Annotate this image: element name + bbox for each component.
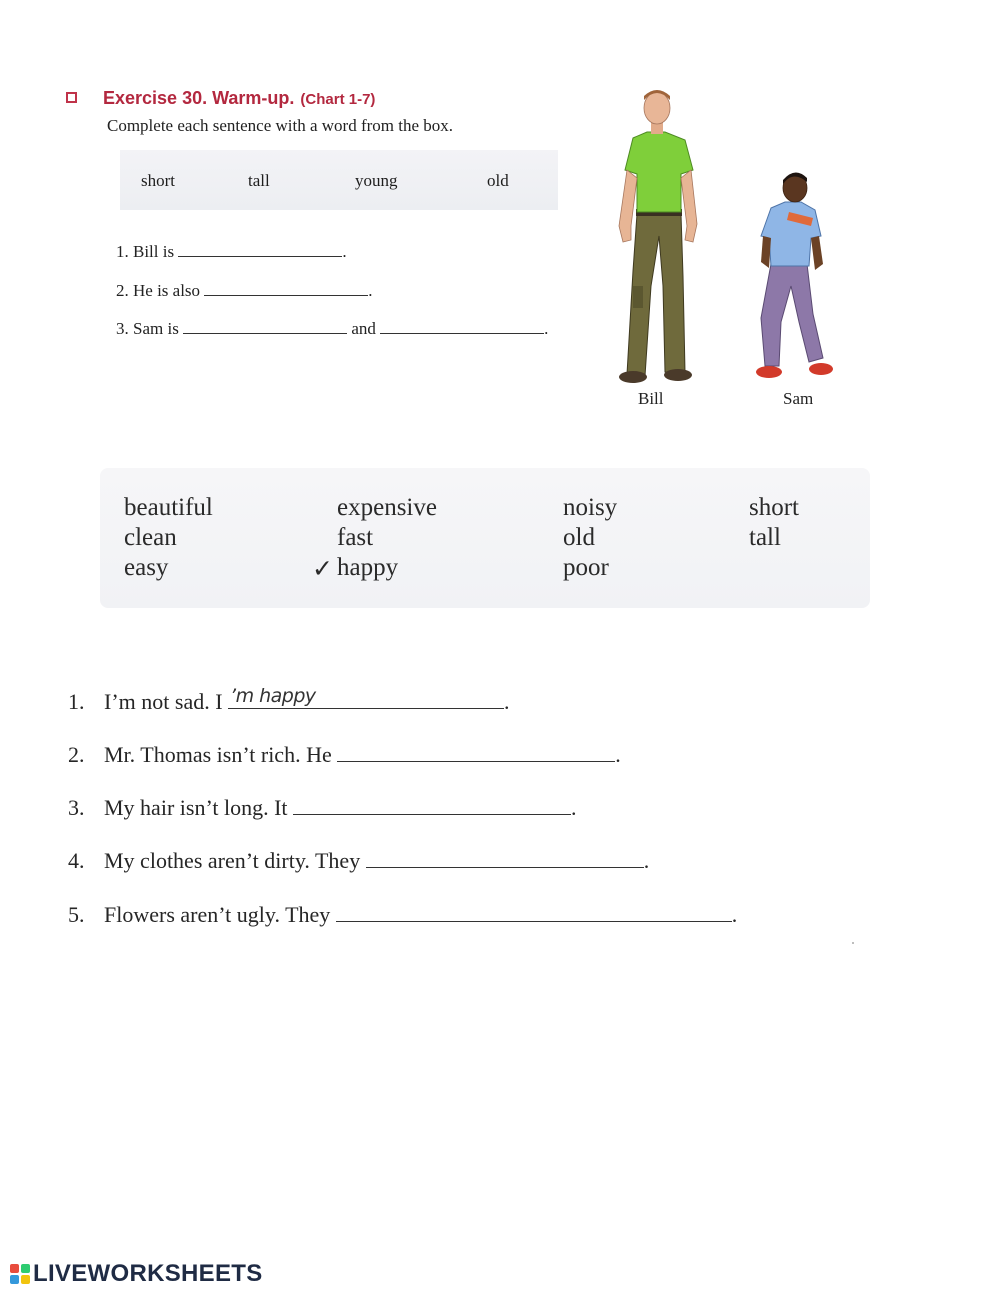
item-period: . bbox=[368, 281, 373, 300]
caption-bill: Bill bbox=[638, 389, 664, 408]
item-number: 2. bbox=[116, 281, 129, 300]
item-text: Sam is bbox=[133, 319, 179, 338]
exercise-header bbox=[66, 88, 375, 109]
item-period: . bbox=[571, 795, 577, 820]
checkbox-bullet-icon bbox=[66, 92, 77, 103]
word-box-item: tall bbox=[749, 524, 781, 551]
item-number: 3. bbox=[116, 319, 129, 338]
item-number: 2. bbox=[68, 742, 85, 767]
item-number: 1. bbox=[68, 689, 85, 714]
word-box-item: young bbox=[355, 171, 398, 190]
item-number: 5. bbox=[68, 902, 85, 927]
word-box-item: short bbox=[141, 171, 175, 190]
small-item-1 bbox=[116, 242, 347, 262]
item-text: Mr. Thomas isn’t rich. He bbox=[104, 742, 332, 767]
item-text: I’m not sad. I bbox=[104, 689, 223, 714]
logo-square-icon bbox=[21, 1264, 30, 1273]
bill-figure bbox=[619, 90, 697, 383]
answer-blank[interactable] bbox=[228, 685, 504, 709]
answer-blank[interactable] bbox=[183, 319, 347, 334]
bill-and-sam-illustration bbox=[593, 86, 868, 386]
liveworksheets-logo[interactable] bbox=[10, 1257, 263, 1291]
word-box-item: old bbox=[487, 171, 509, 190]
item-text: He is also bbox=[133, 281, 201, 300]
item-text: Bill is bbox=[133, 242, 175, 261]
word-box-item: poor bbox=[563, 554, 609, 581]
large-item-3 bbox=[68, 794, 577, 821]
logo-square-icon bbox=[10, 1275, 19, 1284]
item-number: 1. bbox=[116, 242, 129, 261]
item-number: 4. bbox=[68, 848, 85, 873]
answer-blank[interactable] bbox=[380, 319, 544, 334]
large-item-1 bbox=[68, 685, 510, 715]
item-text: Flowers aren’t ugly. They bbox=[104, 902, 331, 927]
item-period: . bbox=[615, 742, 621, 767]
word-box-item: fast bbox=[337, 524, 374, 551]
item-period: . bbox=[342, 242, 347, 261]
logo-square-icon bbox=[10, 1264, 19, 1273]
small-item-3 bbox=[116, 319, 548, 339]
exercise-title: Exercise 30. Warm-up. bbox=[103, 88, 295, 108]
chart-reference: (Chart 1-7) bbox=[300, 91, 376, 108]
sam-figure bbox=[756, 172, 833, 378]
answer-blank[interactable] bbox=[293, 794, 571, 815]
answer-blank[interactable] bbox=[204, 281, 368, 296]
checkmark-icon: ✓ bbox=[312, 556, 333, 583]
answer-blank[interactable] bbox=[336, 901, 732, 922]
caption-sam: Sam bbox=[783, 389, 814, 408]
word-box-item: easy bbox=[124, 554, 169, 581]
item-period: . bbox=[643, 848, 650, 873]
logo-text: LIVEWORKSHEETS bbox=[33, 1260, 263, 1287]
word-box-item: short bbox=[749, 494, 799, 521]
word-box-small bbox=[120, 150, 558, 210]
large-item-4 bbox=[68, 847, 649, 874]
item-period: . bbox=[544, 319, 549, 338]
word-box-item: expensive bbox=[337, 494, 437, 521]
item-number: 3. bbox=[68, 795, 85, 820]
word-box-large bbox=[100, 468, 870, 608]
item-period: . bbox=[504, 689, 510, 714]
item-text: My hair isn’t long. It bbox=[104, 795, 288, 820]
answer-blank[interactable] bbox=[366, 847, 644, 868]
large-item-2 bbox=[68, 741, 621, 768]
exercise-instruction: Complete each sentence with a word from the box. bbox=[107, 116, 454, 135]
large-item-5 bbox=[68, 901, 737, 928]
item-text: My clothes aren’t dirty. They bbox=[104, 848, 361, 873]
word-box-item: clean bbox=[124, 524, 177, 551]
logo-grid-icon bbox=[10, 1264, 30, 1284]
word-box-item: noisy bbox=[563, 494, 618, 521]
word-box-item: tall bbox=[248, 171, 270, 190]
word-box-item: beautiful bbox=[124, 494, 213, 521]
answer-blank[interactable] bbox=[178, 242, 342, 257]
item-period: . bbox=[731, 902, 738, 927]
item-conjunction: and bbox=[351, 319, 376, 338]
word-box-item: old bbox=[563, 524, 595, 551]
word-box-item: happy bbox=[337, 554, 399, 581]
answer-text: ’m happy bbox=[230, 685, 316, 707]
answer-blank[interactable] bbox=[337, 741, 615, 762]
small-item-2 bbox=[116, 281, 373, 301]
logo-square-icon bbox=[21, 1275, 30, 1284]
scan-speck bbox=[852, 942, 854, 944]
